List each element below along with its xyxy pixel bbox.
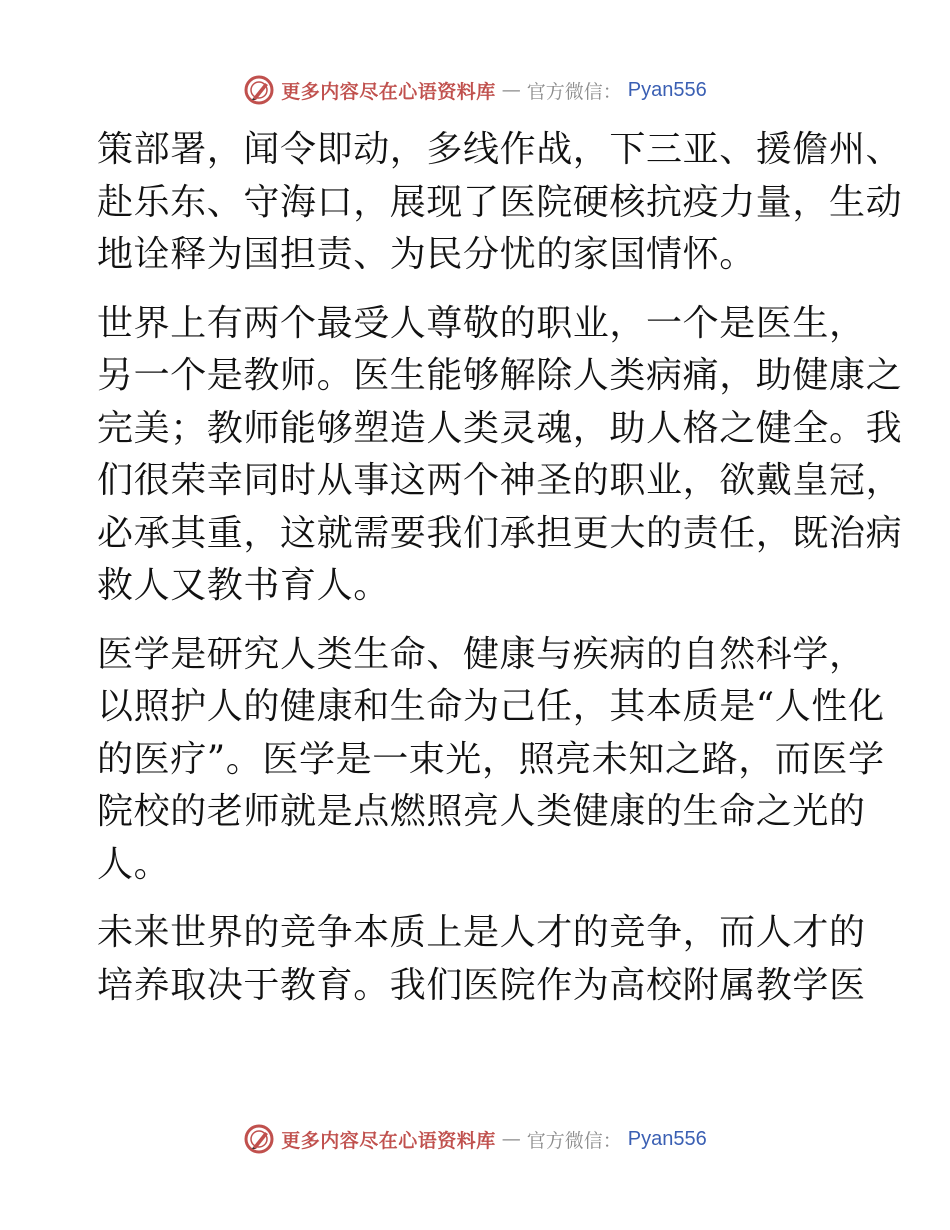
text-line: 救人又教书育人。	[97, 565, 390, 606]
text-line: 世界上有两个最受人尊敬的职业，一个是医生，	[97, 302, 866, 344]
watermark-wechat-id: Pyan556	[627, 78, 707, 101]
pen-circle-logo-icon	[243, 1123, 275, 1155]
watermark-wechat-label: 官方微信：	[526, 1129, 622, 1152]
text-line: 人。	[97, 843, 171, 885]
text-line: 必承其重，这就需要我们承担更大的责任，既治病	[97, 512, 903, 554]
text-line: 另一个是教师。医生能够解除人类病痛，助健康之	[97, 355, 903, 396]
paragraph	[97, 907, 866, 1012]
watermark-wechat-label: 官方微信：	[526, 80, 622, 103]
text-line: 培养取决于教育。我们医院作为高校附属教学医	[97, 964, 866, 1006]
text-line: 们很荣幸同时从事这两个神圣的职业，欲戴皇冠，	[97, 460, 903, 501]
text-line: 医学是研究人类生命、健康与疾病的自然科学，	[97, 633, 866, 675]
pen-circle-logo-icon	[243, 74, 275, 106]
footer-watermark	[0, 1122, 950, 1156]
text-line: 院校的老师就是点燃照亮人类健康的生命之光的	[97, 791, 866, 832]
watermark-wechat-id: Pyan556	[627, 1127, 707, 1150]
text-line: 完美；教师能够塑造人类灵魂，助人格之健全。我	[97, 407, 903, 449]
text-line: 地诠释为国担责、为民分忧的家国情怀。	[97, 234, 756, 275]
text-line: 的医疗”。医学是一束光，照亮未知之路，而医学	[97, 738, 885, 780]
watermark-dash: —	[501, 1128, 521, 1150]
watermark-text: 更多内容尽在心语资料库	[281, 80, 496, 103]
text-line: 以照护人的健康和生命为己任，其本质是“人性化	[97, 686, 885, 727]
paragraph	[97, 298, 903, 613]
watermark-text: 更多内容尽在心语资料库	[281, 1129, 496, 1152]
text-line: 未来世界的竞争本质上是人才的竞争，而人才的	[97, 912, 866, 953]
paragraph	[97, 124, 903, 282]
header-watermark	[0, 73, 950, 107]
document-body	[97, 124, 903, 1012]
watermark-dash: —	[501, 79, 521, 101]
text-line: 策部署，闻令即动，多线作战，下三亚、援儋州、	[97, 129, 903, 170]
text-line: 赴乐东、守海口，展现了医院硬核抗疫力量，生动	[97, 181, 903, 223]
paragraph	[97, 629, 885, 892]
